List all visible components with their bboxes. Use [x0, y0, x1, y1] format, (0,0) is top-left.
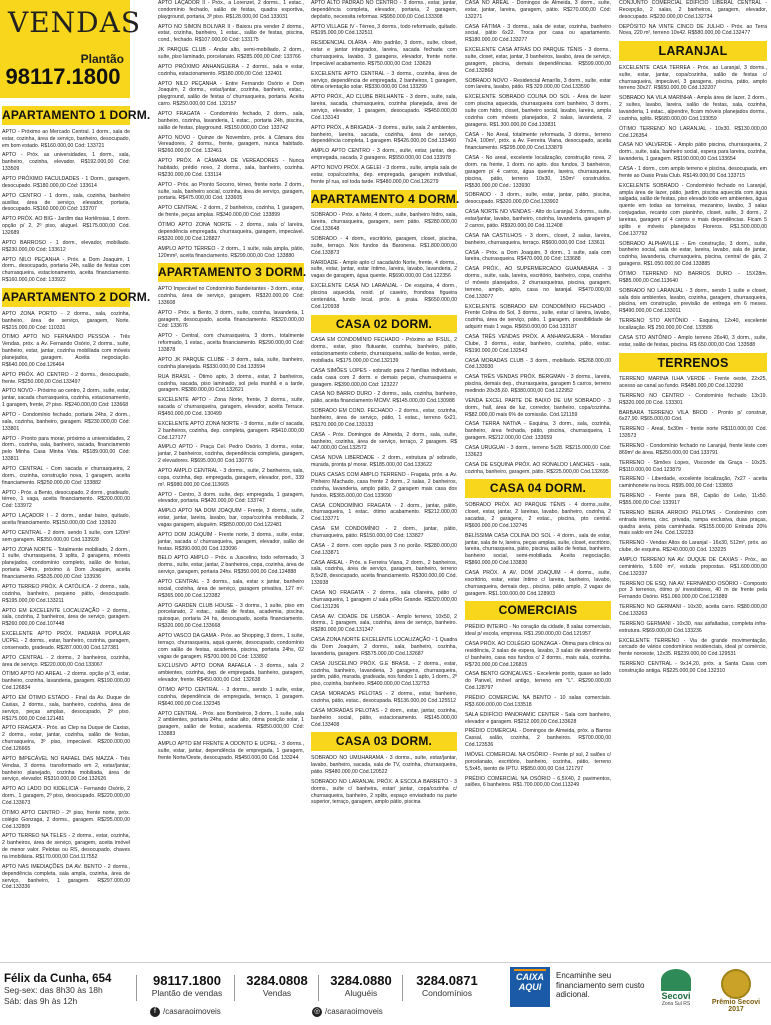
premio-name: Prêmio Secovi 2017 — [711, 999, 761, 1013]
listing-ad: APTO CENTRAL - 3 dorms., sala, estar x jantar, banheiro social, cozinha, área de serviço, garagem privativa, 127 m². R$365.000,00 Cód.123382 — [158, 578, 304, 599]
listing-ad: ÓTIMO APTO NO FERNANDO PESSOA - Três Vendas, próx. a Av. Fernando Osório, 2 dorms., suíte, banheiro, estar, jantar, cozinha mobiliada com móveis planejados, garagem. Aceita negociação. R$640.000,00 Cód.126464 — [2, 334, 130, 368]
listing-ad: CASA URUGUAI - 3 dorm., terreno 5x28. R$215.000,00 Cód: 133623 — [465, 444, 611, 458]
listing-ad: APTO TERREO PRÓX. À CATÓLICA - 2 dorms., sala, cozinha, banheiro, pequeno pátio, desocupado. R$195.000,00 Cód.133211 — [2, 583, 130, 604]
listing-ad: APTO PRÓXIMO FACULDADES - 1 Dorm., garagem, desocupado. R$180.000,00 Cód: 133614 — [2, 175, 130, 189]
listing-ad: TERRENO DE ESQ. NA AV. FERNANDO OSÓRIO - Composto por 3 terrenos, ótimo p/ investidores, 40 m de frente pela Fernando Osório. R$1.060.000,00 Cód.121889 — [619, 580, 767, 601]
listing-ad: RARIDADE - Amplo apto c/ sacada/do Norte, frente, 4 dorms., suíte, estar, jantar, estar íntimo, lareira, lavabo, lavanderia, 2 vagas de garagem, água quente. R$690.000,00 Cód.122356 — [311, 259, 457, 280]
listing-ad: SOBRADO NOVO - Residencial Amarílis, 3 dorm., suíte, estar com lareira, lavabo, pátio. R$ 329.000,00 Cód.133590 — [465, 77, 611, 91]
listing-ad: APTO ALTO PADRÃO NO CENTRO - 3 dorms., estar, jantar, dependência completa, elevador, portaria, 2 garagem, depósito, necessita reformas. R$950.000,00 Cód.133308 — [311, 0, 457, 20]
section-heading: APARTAMENTO 3 DORM. — [158, 263, 304, 282]
listing-ad: SOBRADO NO LARANJAL - 3 dorm., sendo 1 suíte e closet, sala dois ambientes, lavabo, cozinha, garagem, churrasqueira, piscina, em construção, previsão de entrega em 6 meses. R$490.000,00 Cód.133011 — [619, 287, 767, 315]
secovi-sub: Zona Sul RS — [661, 1001, 691, 1007]
listing-ad: CASA JUSCELINO PRÓX. G.E BRASIL - 2 dorms., estar, cozinha, banheiro, lavanderia, 3 garagens, churrasqueira, jardim, pátio, murada, gradeada, nos fundos 1 apto, 1 dorm., 2º piso, cozinha, banheiro. R$400.000,00 Cód.132753 — [311, 660, 457, 688]
section-heading: APARTAMENTO 1 DORM. — [2, 106, 130, 125]
instagram-link[interactable] — [312, 1007, 383, 1017]
listing-ad: SALA EDIFÍCIO PANORAMIC CENTER - Sala com banheiro, elevador e garagem. R$212.000,00 Cód.133628 — [465, 711, 611, 725]
listing-ad: APTO NILO PEÇANHA - Entre Fernando Osório e Dom Joaquim, 2 dorms., estar/jantar, cozinha, banheiro, estac., playground, salão de festas c/ churrasqueira, portaria. Aceita carro. R$250.000,00 Cód. 132157 — [158, 80, 304, 108]
listing-ad: CASA PRÓX., AO SUPERMERCADO GUANABARA - 3 dorms., suíte, sala, lareira, escritório, banheiro, copa, cozinha c/ móveis planejados, 2 churrasqueiras, piscina, garagem, terreno, amplo, apto, casa no laranjal. R$470.000,00 Cód.133077 — [465, 266, 611, 300]
listing-ad: APTO DOM JOAQUIM - Frente norte, 3 dorms., suíte, estar, jantar, sacada c/ churrasqueira, garagem, elevador, salão de festas. R$390.000,00 Cód.133096 — [158, 531, 304, 552]
secovi-logo — [654, 969, 698, 1007]
listing-ad: TERRENO - Areal, 5x30m - frente norte R$110.000,00 Cód. 133573 — [619, 426, 767, 440]
listing-ad: SOBRADO NO LARANJAL PRÓX. A ESCOLA BARRETO - 3 dorms., suíte c/ banheira, estar/ jantar, copa/cozinha c/ churrasqueira, banheiro, 2 splits, espaço enviadrado na parte superior, terraço, garagem, amplo pátio, piscina — [311, 778, 457, 806]
listing-ad: AMPLO APTO NA DOM JOAQUIM - Frente, 3 dorms., suíte, estar, jantar, lareira, lavabo, bar, copa/cozinha mobiliada, 2 vagas garagem, aluguém. R$850.000,00 Cód.122481 — [158, 508, 304, 528]
phone-vendas[interactable] — [238, 973, 316, 998]
listing-ad: CASA STO ANTÔNIO - Amplo terreno 26x40, 3 dorm., suíte, estar, salão de festas, piscina. R$ 650.000,00 Cód. 133588 — [619, 334, 767, 348]
phone-plantao[interactable] — [144, 973, 230, 998]
listing-ad: PRÉDIO COMERCIAL - Domingos de Almeida, próx. a Barros Cassal, salão, cozinha, 2 banheiros. R$700.000,00 Cód.123536 — [465, 728, 611, 749]
footer-divider — [402, 975, 403, 1001]
listing-ad: ÓTIMO APTO CENTRAL - 3 dorms., sendo 1 suíte, estar, cozinha, dependência de empregada, terraço, 1 garagem. R$640.000,00 Cód.132345 — [158, 687, 304, 707]
secovi-name: Secovi — [661, 991, 691, 1001]
caixa-stripe — [514, 969, 546, 971]
footer-divider — [136, 975, 137, 1001]
listing-ad: EXCELENTE SOBRADO EM CONDOMÍNIO FECHADO - Frente Colina do Sol, 3 dorms., suíte, estar c/ lareira, lavabo, cozinha, área de serviço, pátio, 1 garagem, possibilidade de adquirir mais 1 vaga. R$650.000,00 Cód.133187 — [465, 303, 611, 331]
listing-ad: CASA MORADAS PELOTAS - 2 dorms., estar, banheiro, cozinha, pátio, estac., desocupada. R$136.000,00 Cód.125512 — [311, 691, 457, 704]
phone-number: 3284.0808 — [246, 973, 308, 988]
listing-ad: CASA - No Areal, totalmente reformada, 3 dorms., terreno 7x24, 100m², próx. a Av. Ferreira Viana, desocupado, aceita financiamento. R$295.000,00 Cód.133879 — [465, 131, 611, 152]
listing-ad: APTO CENTRAL - Com sacada e churrasqueira, 2 dorm., cozinha, construção nova, 1 garagem, aceita financiamento. R$250.000,00 Cód: 133882 — [2, 466, 130, 486]
listing-ad: APTO CENTRAL - 2 dorms., 2 banheiros, cozinha, área de serviço. R$220.000,00 Cód.133067 — [2, 654, 130, 668]
listing-ad: APTO CENTRAL - 2 dorm., 2 banheiros, cozinha, 1 garagem, de frente, peças amplas. R$340.000,00 Cód: 133899 — [158, 205, 304, 219]
listing-ad: CASA TRÊS VENDAS PRÓX. A ANHANGUERA - Moradas Clube, 3 dorms., estar, banheiro, cozinha, pátio, estac. R$190.000,00 Cód.132543 — [465, 333, 611, 354]
listing-ad: AMPLO APTO TÉRREO - 2 dorm., 1 suíte, sala ampla, pátio, 120mm², aceita financiamento. R$299.000,00 Cód: 133880 — [158, 245, 304, 259]
listing-ad: DEPÓSITO NA VINTE CINCO DE JULHO - Próx. ao Terra Nova, 220 m², terreno 10x42. R$580.000,00 Cód.132477 — [619, 23, 767, 37]
listing-ad: APTO - Pronto para morar, próximo a universidades, 2 dorm., cozinha, sala, banheiro, sacada, financiamento pelo Minha Casa Minha Vida. R$189.000,00 Cód: 133811 — [2, 435, 130, 463]
instagram-handle: /casaraoimoveis — [325, 1007, 383, 1017]
listing-ad: APTO TERREO NA TELES - 2 dorms., estar, cozinha, 2 banheiros, área de serviço, garagem, aceita imóvel de menor valor. Pelotas ou RS, desocupado, chaves na imobiliária. R$170.000,00 Cód.117552 — [2, 833, 130, 860]
listing-ad: APTO - Próximo ao Mercado Central. 1 dorm., sala de estar, cozinha, área de serviço, banheiro, desocupado, em bom estado. R$160.000,00 Cód: 133721 — [2, 128, 130, 149]
listing-ad: APTO - Próx. a Bento, 3 dorm., suíte, cozinha, lavanderia, 1 garagem, desocupado, aceita financiamento. R$320.000,00 Cód: 133676 — [158, 309, 304, 330]
listing-ad: APTO FRAGATA - Condomínio fechado, 2 dorm., sala, banheiro, cozinha, lavanderia, 1 estac., portaria 24h, piscina, salão de festas, playground. R$150.000,00 Cód: 133742 — [158, 111, 304, 131]
listing-ad: CASA MORADAS CLUB - 3 dorm., mobiliado. R$268.000,00 Cód.133930 — [465, 357, 611, 371]
listing-ad: RESIDENCIAL OLÁRIA - Alto padrão, 3 dorm., suíte, closet, estar e jantar integrados, lareira, sacada fechada com churrasqueira, lavabo, 3 garagens, elevador, frente norte. Impecável acabamento. R$750.000,00 Cód: 133629 — [311, 40, 457, 67]
listing-ad: CASA NO VALVERDE - Amplo pátio piscina, churrasqueira, 2 dorm., suíte, sala, banheiro social, espera para lareira, cozinha, lavanderia, 1 garagem. R$190.000,00 Cód.133654 — [619, 142, 767, 163]
listing-ad: CASA AREAL - Próx. a Ferreira Viana, 2 dorm., 2 banheiros, sala, cozinha, área de serviço, garagem, banheiro, terreno 8,5x28, desocupado, aceita financiamento. R$300.000,00 Cód. 133938 — [311, 559, 457, 587]
listing-ad: APTO FRAGATA - Próx. ao Clep na Duque de Caxias, 2 dorms., estar, jantar, cozinha, salão de festas, churrasqueira, 3º piso, impecável. R$200.000,00 Cód.126665 — [2, 725, 130, 752]
column-3 — [311, 0, 460, 960]
listing-ad: PRÉDIO COMERCIAL NA BENTO - 10 salas comerciais. R$3.600.000,00 Cód.133518 — [465, 694, 611, 708]
section-heading: TERRENOS — [619, 353, 767, 373]
instagram-icon: ◎ — [313, 1008, 321, 1015]
listing-ad: APTO - Próx. as universidades, 1 dorm., sala, banheiro, cozinha, elevador. R$192.000,00 Cód: 133509 — [2, 152, 130, 173]
listing-ad: APTO PRÓXIMO ANHANGUERA - 2 dorms., sala e estar, cozinha, estacionamento. R$180.000,00 Cód: 132401 — [158, 63, 304, 77]
secovi-icon — [661, 969, 691, 991]
listing-ad: APTO LAÇADOR II - Próx., a Lorenzet, 2 dorms., 1 estac., condomínio fechado, salão de festas, quadra esportiva, playground, portaria, 3º piso. R$128.000,00 Cód.133031 — [158, 0, 304, 20]
phone-label: Plantão de vendas — [151, 988, 223, 998]
listing-ad: APTO NOVO - Quinze de Novembro, próx. à Câmara dos Vereadores, 2 dorms., frente, garagem, nunca habitado. R$260.000,00 Cód. 132461 — [158, 134, 304, 155]
listing-ad: DUAS CASAS COM AMPLO TERRENO - Fragata, próx. a Av. Pinheiro Machado, casa frente 2 dorm., 2 salas, 2 banheiros, cozinha, lavanderia, amplo pátio, 2 garagem mais casa dos fundos. R$365.000,00 Cód.133690 — [311, 472, 457, 499]
listing-ad: CASA PRÓX. AO COLÉGIO GONZAGA - Ótima para clínica ou residência, 2 salas de espera, lavabo, 3 salas de atendimento c/ banheiro, casa nos fundos c/ 2 dorms., mais sala, cozinha. R$720.000,00 Cód.126815 — [465, 640, 611, 668]
listing-ad: CASA SIMÕES LOPES - sobrado para 2 famílias individuais, cada casa com 2 dorm. e demais peças, churrasqueira e garagem. R$390.000,00 Cód: 123227 — [311, 367, 457, 388]
listing-ad: TERRENO STO ANTÔNIO - Esquina, 12x40, excelente localização. R$ 250.000,00 Cód. 133586 — [619, 318, 767, 332]
listing-ad: CASA NO FRAGATA - 2 dorms., sala c/lareira, pátio c/ churrasqueira, 1 garagem c/ sala p/Rio Grande. R$320.000,00 Cód.131236 — [311, 589, 457, 610]
premio-secovi-badge — [708, 969, 764, 1013]
listing-ad: CASA TRÊS VENDAS PRÓX. BERGMAN - 3 dorms., lareira, piscina, demais dep., churrasqueira, garagem 5 carros, terreno medindo 20x35,60. R$380.000,00 Cód.122952 — [465, 374, 611, 394]
listing-ad: APTO - Centro, 3 dorm. suíte, dep. empregada, 1 garagem, elevador, portaria. R$420.000,00 Cód: 133747 — [158, 491, 304, 505]
listing-ad: BARBARA TERRENO VILA BROD - Pronto p/ construir, 6x27,90. R$65.000,00 Cód. — [619, 409, 767, 423]
listing-ad: APTO LAÇADOR I - 2 dorm., andar baixo, quitado, aceita financiamento. R$150.000,00 Cód: 133920 — [2, 513, 130, 527]
column-2 — [158, 0, 307, 960]
listing-ad: BELO APTO AMPLO - Próx. a Juscelino, todo reformado, 3 dorms., suíte, estar, jantar, 2 banheiros, copa, cozinha, área de serviço, garagem, portaria 24hs. R$350.000,00 Cód.124888 — [158, 555, 304, 576]
listing-ad: CASA CONDOMÍNIO FRAGATA - 2 dorm., jantar, pátio, churrasqueira, 1 estac. ótimo acabamento. R$212.000,00 Cód.133771 — [311, 502, 457, 523]
listing-ad: EXCELENTE APTO ZONA NORTE - 3 dorms., suíte c/ sacada, 2 banheiros, cozinha, dep. completa, garagem. R$410.000,00 Cód.127177 — [158, 420, 304, 441]
listing-ad: CASA NO AREAL - Domingos de Almeida, 3 dorm., suíte, estar, jantar, lareira, garagem, pátio. R$270.000,00 Cód: 132271 — [465, 0, 611, 20]
listing-ad: SOBRADO NA VILA MARINHA - Ampla área de lazer, 2 dorm., 2 suítes, lavabo, lareira, salão de festas, sala, cozinha, lavanderia, 1 estac., alpendre, ficam móveis planejados dorms., cozinha, splits. R$680.000,00 Cód.133059 — [619, 95, 767, 122]
listing-ad: APTO PRÓX. AO BIG - Jardim das Hortênsias, 1 dorm. opção p/ 2, 2º piso, aluguel. R$175.000,00 Cód. 132689 — [2, 216, 130, 236]
column-5 — [619, 0, 767, 960]
listing-ad: CASA EM CONDOMÍNIO - 2 dorm., jantar, pátio, churrasqueira, pátio. R$150.000,00 Cód: 133827 — [311, 526, 457, 539]
listing-ad: APTO EM EXCELENTE LOCALIZAÇÃO - 2 dorms., sala, cozinha, 2 banheiros, área de serviço, garagem. R$260.000,00 Cód.107448 — [2, 607, 130, 628]
phone-label: Vendas — [262, 988, 292, 998]
listing-ad: RUA BRASIL - Ótimo apto, 3 dorms., estar, 2 banheiros, cozinha, sacada, piso laminado, sol pela manhã e a tarde, garagem. R$380.000,00 Cód.132621 — [158, 373, 304, 394]
listing-ad: APTO NAS IMEDIAÇÕES DA AV. BENTO - 2 dorms., dependência completa, sala ampla, cozinha, área de serviço, banheiro, 1 garagem. R$297.000,00 Cód.133336 — [2, 863, 130, 891]
listing-ad: SOBRADO - Próx. a Neto, 4 dorm., suíte, banheiro hidro, sala, lareira, churrasqueira, garagem, sem pátio. R$280.000,00 Cód.133648 — [311, 212, 457, 233]
listing-ad: APTO VASCO DA GAMA - Próx. ao Shopping, 3 dorm., 1 suíte, terraço, churrasqueira, aquá quente, desocupado, condomínio com salão de festas, academia, piscina, portaria 24hs, 02 vagas de garagem. R$700.000,00 Cód: 133892 — [158, 633, 304, 660]
listing-ad: ÓTIMO TERRENO NO BARROS DURO - 15X28m. R$85.000,00 Cód.113640 — [619, 271, 767, 284]
listing-ad: CASA NOVA LIBERDADE - 2 dorm., estrutura p/ sobrado, murada, pronta p/ morar. R$185.000,00 Cód.133622 — [311, 455, 457, 469]
phone-number: 3284.0880 — [330, 973, 392, 988]
section-heading: LARANJAL — [619, 41, 767, 61]
listing-ad: SOBRADO ALPHAVILLE - Em construção, 3 dorm., suíte, banheiro social, sala de estar, lareira, lavabo, sala de jantar, cozinha, lavanderia, churrasqueira, piscina, central de gás, 2 garagens. R$1.050.000,00 Cód.133885 — [619, 240, 767, 268]
column-4 — [465, 0, 611, 960]
section-heading: CASA 03 DORM. — [311, 732, 457, 751]
listing-ad: APTO NILO PEÇANHA - Próx. a Dom Joaquim, 1 dorm., desocupado, portaria 24h, salão de festas com churrasqueira, estacionamento, aceita financiamento. R$160.000,00 Cód: 133922 — [2, 256, 130, 284]
section-heading: CASA 04 DORM. — [465, 479, 611, 498]
listing-ad: SOBRADO - 4 dorm., escritório, garagem, closet, piscina, suíte, terraço. Nos fundos da Baronesa. R$1.800.000,00 Cód.133873 — [311, 236, 457, 256]
listing-ad: APTO CENTRO - 1 dorm., sala, cozinha, banheiro auxiliar, área de serviço, elevador, portaria, desocupado. R$160.000,00 Cód: 133707 — [2, 192, 130, 213]
listing-ad: CASA DE ESQUINA PRÓX. AO RONALDO LANCHES - sala, cozinha, banheiro, garagem, pátio. R$225.000,00 Cód.132695 — [465, 461, 611, 475]
listing-ad: APTO ZONA NORTE - Totalmente mobiliado, 2 dorm., 1 suíte, churrasqueira, 3 splits, 2 garagens, móveis planejados, condomínio completo, salão de festas, portaria 24hrs, próximo à Dom Joaquim, aceita financiamento. R$535.000,00 Cód: 133936 — [2, 546, 130, 581]
plantao-label: Plantão — [80, 52, 124, 66]
listing-ad: APTO PRÓX. A CÂMARA DE VEREADORES - Nunca habitado, prédio novo, 2 dorms., sala, banheiro, cozinha. R$230.000,00 Cód. 133114 — [158, 158, 304, 178]
listing-ad: EXCELENTE SOBRADO COLINA DO SOL - Área de lazer com piscina aquecida, churrasqueira com banheiro, 3 dorm., suíte com hidro, closet, banheiro social, lavabo, lareira, ampla cozinha com móveis planejados, 2 salas, lavanderia, 2 garagens. R$1.300.000,00 Cód.133831 — [465, 94, 611, 128]
listing-ad: PRÉDIO COMERCIAL NA OSÓRIO - 6,5X40, 2 pavimentos, salões, 6 banheiros. R$1.700.000,00 Cód.113249 — [465, 775, 611, 789]
listing-ad: TERRENO NO CENTRO - Condomínio fechado 13x19. R$320.000,00 Cód. 133301 — [619, 392, 767, 406]
column-1 — [2, 0, 151, 960]
listing-ad: APTO GARDEN CLUB HOUSE - 3 dorms., 1 suíte, piso em porcelanato, 2 estac., salão de festas, academia, piscina, quiosque, portaria 24 hs, desocupado, aceita financiamento. R$320.000,00 Cód.133668 — [158, 602, 304, 630]
listing-ad: ÓTIMO APTO ZONA NORTE - 2 dorms., sala c/ lareira, dependência empregada, churrasqueira, garagem, impecável. R$320.000,00 Cód.128827 — [158, 222, 304, 242]
facebook-handle: /casaraoimoveis — [163, 1007, 221, 1017]
phone-condominios[interactable] — [406, 973, 488, 998]
listing-ad: APTO Impecável no Condomínio Bandeirantes - 3 dorm., estar, cozinha, área de serviço, garagem. R$320.000,00 Cód: 133608 — [158, 286, 304, 306]
listing-ad: CASA - 2 dorm. com opção para 3 no porão. R$280.000,00 Cód.133871 — [311, 542, 457, 556]
listing-ad: TERRENO - Liberdade, excelente localização, 7x27 - aceita caminhonete na troca. R$95.000,00 Cód: 133893 — [619, 476, 767, 490]
listing-ad: CASA EM CONDOMÍNIO FECHADO - Próximo ao IFSUL, 2 dorms., estar, piso flutuante, cozinha, banheiro, pátio, estacionamento coberto, churrasqueira, salão de festas, verde, mobiliada. R$175.000,00 Cód.132139 — [311, 337, 457, 365]
phone-label: Condomínios — [421, 988, 473, 998]
listing-ad: TERRENO CENTRAL - 9x14,20, próx. a Santa Casa com construção antiga. R$225.000,00 Cód.132310 — [619, 661, 767, 675]
listing-ad: CASA TERRA NATIVA - Esquina, 3 dorm., sala, cozinha, banheiro, área fechada, pátio, piscina, churrasqueira, 1 garagem. R$212.000,00 Cód: 133659 — [465, 421, 611, 442]
listing-ad: SOBRADO EM COND. FECHADO - 2 dorms., estar, cozinha, banheiro, área de serviço, pátio, 1 estac., terreno 6x21. R$170.000,00 Cód.133133 — [311, 408, 457, 428]
listing-ad: EXCELENTE CASA TERREA - Próx. ao Laranjal, 3 dorms., suíte, estar, jantar, copa/cozinha, salão de festas c/ churrasqueira, impecável, 3 garagens, piscina, pátio, amplo terreno 30x27. R$650.000,00 Cód.132207 — [619, 64, 767, 92]
footer — [0, 962, 771, 1025]
listing-ad: TERRENO - Frente para BR, Capão do Leão, 11x50. R$55.000,00 Cód: 133917 — [619, 493, 767, 506]
listing-ad: EXCELENTE CASA NO LARANJAL - De esquina, 4 dorm., piscina aquecida, resid. p/ caseiro, frondosa figueira centenária, fundo local, próx. à praia. R$650.000,00 Cód.120938 — [311, 283, 457, 310]
listing-ad: APTO IMPECÁVEL NO RAFAEL DAS MAZZA - Três Vendas, 3 dorms. transformado em 2, estar/jantar, banheiro planejado, cozinha mobiliada, área de serviço, elevador. R$310.000,00 Cód.132626 — [2, 755, 130, 783]
listing-ad: IMÓVEL COMERCIAL NA OSÓRIO - Frente p/ sul, 2 salões c/ porcelanato, escritório, banheiro, cozinha, pátio, terreno 5,5x45, isento de IPTU. R$850.000,00 Cód.121797 — [465, 752, 611, 772]
listing-ad: CASA FÁTIMA - 3 dorms., sala de estar, cozinha, banheiro social, pátio 6x22. Troca por casa ou apartamento. R$180.000,00 Cód.133277 — [465, 23, 611, 44]
listing-ad: TERRENO - Vendas Altos do Laranjal - 16x30, 512m², próx. ao clube, de esquina. R$240.000,00 Cód. 133225 — [619, 540, 767, 554]
listing-ad: CONJUNTO COMERCIAL EDIFÍCIO LIBERAL CENTRAL - Recepção, 2 salas, 2 banheiros, garagem, elevador, desocupado. R$230.000,00 Cód.132734 — [619, 0, 767, 20]
listing-ad: PRÉDIO INTEIRO - No coração da cidade, 8 salas comerciais, ideal p/ escola, empresa. R$1.290.000,00 Cód.121957 — [465, 624, 611, 638]
footer-divider — [318, 975, 319, 1001]
footer-address-block — [4, 973, 126, 1006]
listing-ad: APTO PRÓX., A BRIGADA - 3 dorms., suíte, sala 2 ambientes, banheiro, lareira, sacada, cozinha, área de serviço, dependência completa, 1 garagem. R$426.000,00 Cód.133460 — [311, 124, 457, 145]
listing-ad: JK PARQUE CLUB - Andar alto, semi-mobiliado, 2 dorm., suíte, piso laminado, porcelanato. R$285.000,00 Cód: 133766 — [158, 47, 304, 61]
listing-ad: SOBRADO - 3 dorm., suíte, estar, jantar, pátio, piscina, desocupado. R$320.000,00 Cód.133902 — [465, 192, 611, 206]
section-heading: APARTAMENTO 4 DORM. — [311, 190, 457, 209]
phone-label: Aluguéis — [344, 988, 378, 998]
listing-ad: EXCLUSIVO APTO DONA RAFAELA - 3 dorms., sala 2 ambientes, cozinha, dep. de empregada, banheiro, garagem, elevador, frente. R$450.000,00 Cód. 132638 — [158, 663, 304, 684]
listing-ad: TERRENO GERMANI - 10x30, nas asfaltadas, completa infra-estrutura. R$69.000,00 Cód.133236 — [619, 620, 767, 634]
listing-ad: APTO CENTRAL - Próx. aos Bombeiros, 3 dorm., 1 suíte, sala 2 ambientes, portaria 24hs, andar alto, ótima posição solar, 1 garagem, salão de festas, academia. R$850.000,00 Cód: 133883 — [158, 710, 304, 738]
facebook-link[interactable] — [150, 1007, 221, 1017]
footer-divider — [234, 975, 235, 1001]
listing-ad: BELÍSSIMA CASA COLINA DO SOL - 4 dorm., sala de estar, jantar, sala de tv, lareira, peças amplas, suíte, closet, escritório, lareira, churrasqueira, pátio, piscina, salão de festas, banheiro, banheiro social, semi-mobiliada. Aceita negociação. R$860.000,00 Cód.133830 — [465, 532, 611, 567]
listing-ad: APTO BARROSO - 1 dorm., elevador, mobiliado. R$230.000,00 Cód: 133612 — [2, 239, 130, 253]
listing-ad: EXCELENTE APTO PRÓX. PADARIA POPULAR UCPEL - 2 dorms., estar, banheiro, cozinha, garagem, conservado, gradeado. R$287.000,00 Cód.127381 — [2, 631, 130, 651]
listing-ad: APTO AO LADO DO KIDELICIA - Fernando Osório, 2 dorm., 1 garagem, 2º piso, desocupado. R$220.000,00 Cód.133673 — [2, 786, 130, 806]
section-heading: CASA 02 DORM. — [311, 315, 457, 334]
listing-ad: TERRENO NO GERMANI - 10x30, aceita carro. R$80.000,00 Cód.133263 — [619, 604, 767, 618]
listing-ad: CASA NA CASTILHOS - 3 dorm., closet, 2 salas, lareira, banheiro, churrasqueira, terraço. R$600.000,00 Cód: 133611 — [465, 232, 611, 246]
listing-ad: APTO - Próx. ao Pronto Socorro, térreo, frente norte. 2 dorm., suíte, sala, banheiro social, cozinha, área de serviço, garagem, portaria. R$475.000,00 Cód. 133605 — [158, 181, 304, 202]
listing-ad: TERRENO BEIRA ARROIO PELOTAS - Condomínio com entrada interna, cisc. privada, rampa exclusiva, duas praças, quadra areia, pista caminhada. R$155.000,00 Entrada 20% mais saldo em 24x. Cód.132233 — [619, 509, 767, 537]
phone-number: 98117.1800 — [153, 973, 221, 988]
vendas-title: VENDAS — [8, 6, 142, 39]
listing-ad: SOBRADO PRÓX. AO PARQUE TÊNIS - 4 dorms.,suíte, closet, estar, jantar, 2 lareiras, lavabo, banheiro, cozinha, 2 sacadas, 2 garagens, 2 estac., piscina, pto central. R$600.000,00 Cód.132745 — [465, 502, 611, 529]
listing-ad: CASA - Próx. Domingos de Almeida, 2 dorm., sala, suíte, banheiro, cozinha, área de serviço, terraço, 2 garagem. R$ 447.000,00 Cód.132572 — [311, 431, 457, 452]
listing-ad: ÓTIMO APTO CENTRO - 2º piso, frente norte, próx. colégio Gonzaga, 2 dorms., garagem. R$295.000,00 Cód.132809 — [2, 809, 130, 830]
listing-ad: APTO ZONA PORTO - 2 dorms., sala, cozinha, banheiro, área de serviço, garagem, Norte. R$215.000,00 Cód: 110331 — [2, 310, 130, 331]
phone-alugueis[interactable] — [322, 973, 400, 998]
listing-ad: APTO NOVO PRÓX. A GELEI - 3 dorms., suíte, ampla sala de estar, copa/cozinha, dep. empregada, garagem individual, frente p/ rua, sol toda tarde. R$480.000,00 Cód.126279 — [311, 165, 457, 185]
listing-ad: TERRENO - Condomínio fechado no Laranjal, frente leste com 869m² de área. R$250.000,00 Cód.133791 — [619, 442, 767, 456]
listing-ad: APTO NOVO - Próximo ao centro, 2 dorm., suíte, estar, jantar, sacada churrasqueira, cozinha, estacionamento, 1 garagem, frente, 2º piso. R$240.000,00 Cód: 133668 — [2, 388, 130, 409]
footer-hours-saturday: Sáb: das 9h às 12h — [4, 995, 78, 1006]
listing-ad: ÓTIMO TERRENO NO LARANJAL - 10x30. R$130.000,00 Cód.126354 — [619, 125, 767, 139]
listing-ad: TERRENO MARINA ILHA VERDE - Frente oeste, 22x25, acesso ao canal ao fundo. R$480.000,00 Cód.132290 — [619, 376, 767, 389]
phone-number: 3284.0871 — [416, 973, 478, 988]
listing-ad: CASA AV. CIDADE DE LISBOA - Amplo terreno, 10x50, 2 dorms., 1 garagem, sala, cozinha, área de serviço, banheiro. R$280.000,00 Cód.131347 — [311, 613, 457, 634]
listing-ad: CASA - Próx. a Dom Joaquim, 3 dorm., 1 suíte, sala com lareira, churrasqueira. R$470.000,00 Cód: 133688 — [465, 249, 611, 263]
listing-ad: EXCELENTE TERRENO - Via de grande movimentação, cercado de vários condomínios residenciais, ideal p/ comércio, frente noroeste, 12x35. R$239.000,00 Cód.129531 — [619, 637, 767, 658]
listing-ad: APTO - Central, com churrasqueira, 3 dorm., totalmente reformado, 1 estac., aceita financiamento. R$290.000,00 Cód: 133878 — [158, 333, 304, 354]
listing-ad: AMPLO TERRENO NA AV. DUQUE DE CAXIAS - Próx., ao cemintério, 5.600 m², estuda propostas. R$1.600.000,00 Cód.132337 — [619, 557, 767, 577]
listing-ad: APTO AMPLO CENTRAL - 3 dorms., suíte, 2 banheiros, sala, copa, cozinha, dep. empregada, garagem, elevador, port., 339 m². R$980.000,00 Cód.113665 — [158, 467, 304, 488]
section-heading: APARTAMENTO 2 DORM. — [2, 288, 130, 307]
listing-ad: EXCELENTE APTO CENTRAL - 3 dorms., cozinha, área de serviço, dependência de empregada, 2 banheiros, 1 garagem, ótima orientação solar. R$330.000,00 Cód.133299 — [311, 70, 457, 91]
listing-ad: AMPLO APTO - Praça Cel. Pedro Osório, 3 dorms., estar, jantar, 2 banheiros, cozinha, dependência completa, garagem, 2 elevadores. R$695.000,00 Cód.130776 — [158, 444, 304, 465]
listing-ad: ÓTIMO APTO NO AREAL - 2 dorms. opção p/ 3, estar, banheiro, cozinha, lavanderia, garagem. R$190.000,00 Cód.126834 — [2, 671, 130, 692]
listing-ad: CASA BENTO GONÇALVES - Excelente ponto, quase ao lado do Panvel, imóvel antigo, terreno em "L". R$290.000,00 Cód.128797 — [465, 671, 611, 692]
listing-ad: SOBRADO NO UMUHARAMA - 3 dorms., suíte, estar/jantar, lavabo, banheiro, sacada, sala de TV, cozinha, churrasqueira, pátio. R$480.000,00 Cód.120522 — [311, 755, 457, 775]
listing-ad: APTO - Condomínio fechado, portaria 24hs, 2 dorm., sala, cozinha, banheiro, garagem. R$230.000,00 Cód: 133801 — [2, 412, 130, 432]
caixa-aqui-logo — [510, 967, 550, 1007]
section-heading: COMERCIAIS — [465, 601, 611, 620]
listing-ad: APTO NO SIMON BOLIVAR II - Baixou pra vender 2 dorms., estar, cozinha, banheiro, 1 estac., salão de festas, piscina, cond., fechado. R$107.000,00 Cód: 133175 — [158, 23, 304, 44]
footer-address: Félix da Cunha, 654 — [4, 973, 112, 985]
listing-ad: AMPLO APTO EM FRENTE A ODONTO E UCPEL - 3 dorms., suíte, estar, jantar, dependência de empregada, 1 garagem, frente Norte/Oeste, desocupado. R$450.000,00 Cód. 133244 — [158, 741, 304, 761]
listing-ad: APTO JK PARQUE CLUBE - 3 dorm., sala, suíte, banheiro, cozinha planejada. R$330.000,00 Cód.133594 — [158, 356, 304, 370]
listing-ad: APTO EM ÓTIMO ESTADO - Final da Av. Duque de Caxias, 2 dorms., sala, banheiro, cozinha, área de serviço, peças amplas, desocupado, 2º piso. R$175.000,00 Cód.121481 — [2, 694, 130, 722]
caixa-tagline: Encaminhe seu financiamento sem custo adicional. — [556, 971, 645, 1000]
listing-ad: CASA PRÓX. A AV. DOM JOAQUIM - 4 dorms., suíte, escritório, estar, estar íntimo c/ lareira, banheiro, lavabo, churrasqueira, demais dep., piscina, pátio amplo, 2 vagas de garagem. R$1.100.000,00 Cód.128903 — [465, 569, 611, 597]
listing-ad: EXCELENTE APTO - Zona Norte, frente, 3 dorms., suíte, sacada c/ churrasqueira, garagem, elevador, aceita Terrace. R$450.000,00 Cód. 130499 — [158, 397, 304, 417]
medal-icon — [721, 969, 751, 999]
listing-ad: EXCELENTE SOBRADO - Condomínio fechado no Laranjal, ampla área de lazer, pátio, jardim, piscina aquecida com água salgada, salão de festas, piso elevado todo em ambientes, água quente em todas as torneiras, mezanino, lavabo, 3 salas conjugadas, recanto com pianinho, closet, suíte, 3 dorm., 2 lareiras, garagem p/ 4 carros e mais dependências. Ficam 5 splits e móveis planejados Floreros. R$1.500.000,00 Cód.137792 — [619, 182, 767, 237]
listing-ad: CASA NO BARRO DURO - 2 dorms., sala, cozinha, banheiro, pátio, aceita financiamento MCMV. R$145.000,00 Cód.130988 — [311, 391, 457, 405]
listing-ad: APTO PRÓX. AO CENTRO - 2 dorms., desocupado, frente. R$250.000,00 Cód.133497 — [2, 371, 130, 385]
plantao-number: 98117.1800 — [5, 64, 121, 89]
listing-ad: VENDA EXCEL PARTE DE BAIXO DE UM SOBRADO - 3 dorm., hall, área de luz, corredor, banheiro, copa/cozinha. R$82.000,00 mais 6% de comissão. Cód.121159 — [465, 397, 611, 418]
listing-ad: CASA NORTE NO VENDAS - Alto do Laranjal, 3 dorms., suíte, estar/jantar, lavabo, banheiro, cozinha, lavanderia, garagem p/ 2 carros, pátio. R$920.000,00 Cód.112408 — [465, 209, 611, 229]
listing-ad: AMPLO APTO CENTRO - 3 dorm., suíte, estar, jantar, dep. empregada, sacada, 2 garagens. R$550.000,00 Cód.133978 — [311, 148, 457, 162]
listing-ad: CASA - 1 dorm., com amplo terreno e piscina, desocupada, em frente ao Oasis Praia Club. R$149.000,00 Cód.133715 — [619, 165, 767, 179]
facebook-icon: f — [150, 1007, 160, 1017]
listing-ad: APTO CENTRAL - 2 dorm. sendo 1 suíte, com 120m² sem garagem. R$350.000,00 Cód.133928 — [2, 529, 130, 543]
listing-ad: EXCELENTE CASA ATRÁS DO PARQUE TÊNIS - 3 dorms., suíte, closet, estar, jantar, 3 banheiros, lavabo, área de serviço, garagem, piscina, demais dependências. R$599.000,00 Cód.132868 — [465, 47, 611, 74]
listing-ad: APTO VILLAGE IV - Térreo, 3 dorms., todo reformado, quitado. R$195.000,00 Cód.132511 — [311, 23, 457, 37]
footer-hours-weekday: Seg-sex: das 8h30 às 18h — [4, 985, 103, 995]
listing-ad: APTO - Próx. a Bento, desocupado, 2 dorm., gradeado, térreo, 1 vaga, aceita financiamento. R$200.000,00 Cód: 133972 — [2, 489, 130, 510]
caixa-logo-text: CAIXA AQUI — [515, 972, 544, 992]
listing-ad: TERRENO - Simões Lopes, Visconde da Graça - 10x25. R$110.000,00 Cód.123879 — [619, 459, 767, 473]
listing-ad: CASA MORADAS PELOTAS - 2 dorm., estar, jantar, cozinha, banheiro social, pátio, estacionamento. R$145.000,00 Cód.133408 — [311, 707, 457, 728]
listing-ad: CASA ZONA NORTE EXCELENTE LOCALIZAÇÃO - 1 Quadra da Dom Joaquim, 2 dorms., sala, banheiro, cozinha, lavanderia, garagem. R$575.000,00 Cód.132687 — [311, 637, 457, 657]
listing-ad: APTO PRÓX., AO CLUBE BRILHANTE - 3 dorm., suíte, sala, lareira, sacada, churrasqueira, cozinha planejada, área de serviço, elevador, 1 garagem, desocupado. R$450.000,00 Cód.133143 — [311, 94, 457, 121]
listing-ad: CASA - No areal, excelente localização, construção nova, 2 dorm. na frente, 1 dorm. no apto. dos fundos, 3 banheiros, garagem p/ 4 carros, água quente, lareira, churrasqueira, piscina, pátio, terreno 10x30, 150m² construídos. R$530.000,00 Cód.: 133930 — [465, 155, 611, 189]
